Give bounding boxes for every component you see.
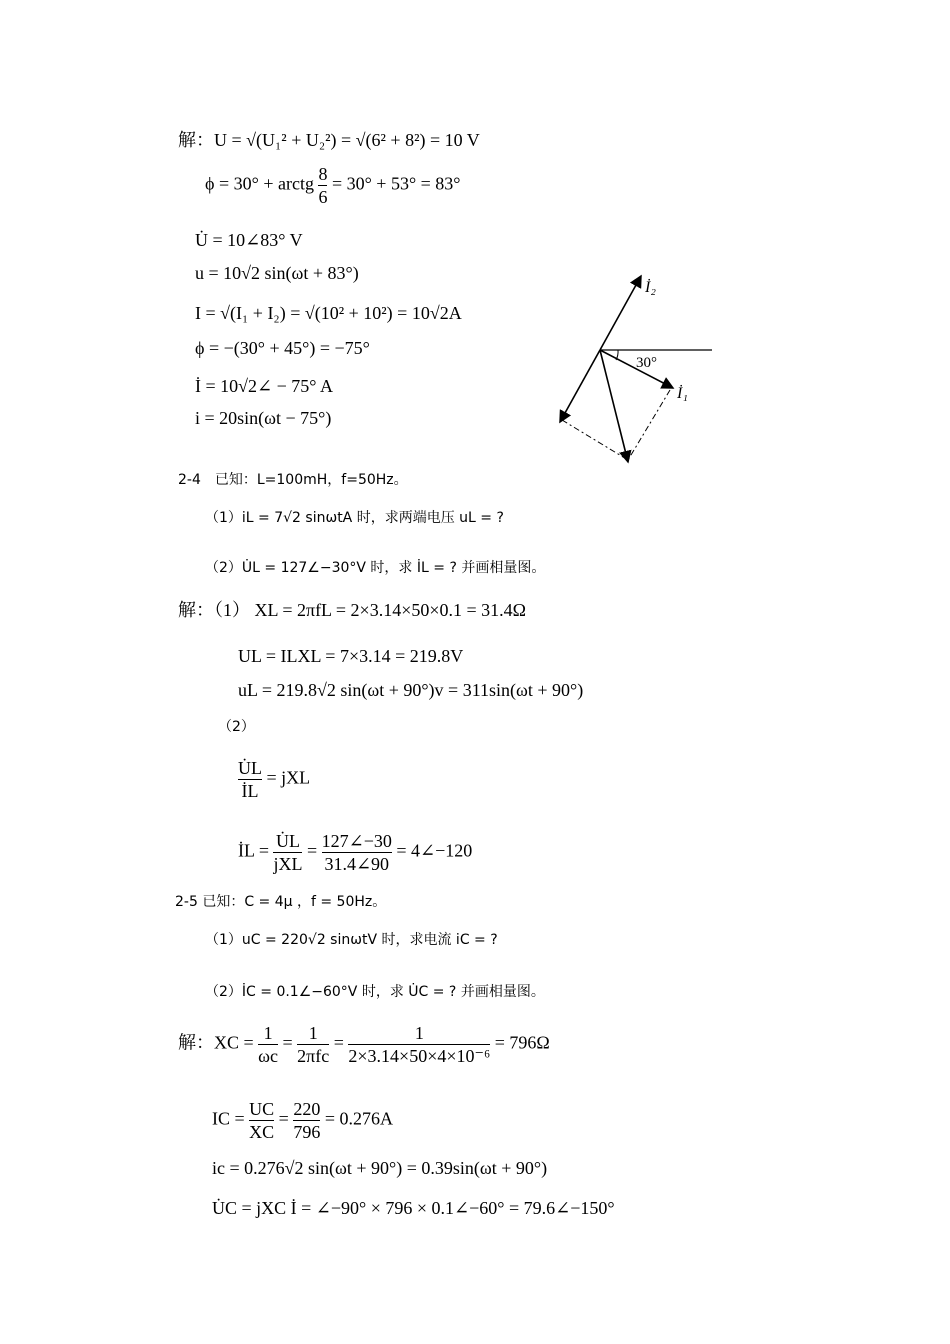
ratio-num: U̇L	[238, 758, 262, 778]
xc-frac-3-den: 2×3.14×50×4×10⁻⁶	[348, 1046, 491, 1066]
eq-phi-lead: ϕ = 30° + arctg	[205, 173, 314, 194]
ratio-rest: = jXL	[266, 767, 311, 788]
il-rest: = 4∠−120	[396, 840, 473, 861]
problem-2-4-q1: （1）iL = 7√2 sinωtA 时，求两端电压 uL = ?	[205, 510, 504, 526]
label-i2: İ₂	[645, 279, 656, 296]
problem-2-4-title: 2-4 已知：L=100mH，f=50Hz。	[178, 472, 408, 488]
phasor-i	[600, 350, 628, 462]
xc-frac-2	[297, 1022, 329, 1067]
solution-2-4-part2: （2）	[218, 719, 255, 735]
solution-2-4-ul-time: uL = 219.8√2 sin(ωt + 90°)v = 311sin(ωt + 90°)	[238, 680, 584, 700]
eq-u-magnitude: 解：U = √(U₁² + U₂²) = √(6² + 8²) = 10 V	[178, 130, 480, 150]
parallelogram-edge-2	[628, 390, 670, 460]
eq-i-time: i = 20sin(ωt − 75°)	[195, 408, 332, 428]
ic-frac-2-den: 796	[293, 1122, 321, 1142]
phasor-diagram	[540, 270, 720, 470]
xc-left: 解：XC =	[178, 1032, 254, 1053]
solution-2-4-ul: UL = ILXL = 7×3.14 = 219.8V	[238, 646, 464, 666]
eq-u-phasor: U̇ = 10∠83° V	[195, 230, 303, 250]
xc-frac-1-den: ωc	[258, 1046, 278, 1066]
solution-2-4-xl: 解：（1） XL = 2πfL = 2×3.14×50×0.1 = 31.4Ω	[178, 600, 527, 620]
ratio-den: İL	[238, 779, 262, 802]
problem-2-5-q1: （1）uC = 220√2 sinωtV 时，求电流 iC = ?	[205, 932, 498, 948]
il-frac-1	[273, 830, 302, 875]
phasor-neg-i2	[560, 350, 600, 422]
problem-2-5-title: 2-5 已知：C = 4μ ，f = 50Hz。	[175, 894, 387, 910]
eq-phi	[205, 163, 461, 208]
eq-phi-frac	[318, 163, 327, 208]
eq-phi-num: 8	[318, 164, 328, 184]
xc-frac-2-den: 2πfc	[297, 1046, 330, 1066]
eq-phi-den: 6	[318, 187, 328, 207]
ic-frac-1	[249, 1098, 274, 1143]
solution-2-4-il: İL = $\frac{U̇L}{\text{jXL}}$ = $\frac{127\angle-30}{31.4\angle 90}$ = 4∠−120	[238, 831, 473, 874]
problem-2-5-q2: （2）İC = 0.1∠−60°V 时，求 U̇C = ? 并画相量图。	[205, 984, 545, 1000]
ratio-frac	[238, 757, 262, 802]
ic-frac-2-num: 220	[293, 1099, 321, 1119]
solution-2-5-xc: 解：XC = $\frac{1}{\omega c}$ = $\frac{1}{\text{2πfc}}$ = $\frac{1}{\text{2×3.14×50×4×10⁻⁶}}$ = 796Ω	[178, 1023, 550, 1066]
eq-i-magnitude: I = √(I₁ + I₂) = √(10² + 10²) = 10√2A	[195, 303, 462, 323]
eq-i-phasor: İ = 10√2∠ − 75° A	[195, 376, 333, 396]
xc-frac-1-num: 1	[263, 1023, 273, 1043]
solution-2-5-uc: U̇C = jXC İ = ∠−90° × 796 × 0.1∠−60° = 79.6∠−150°	[212, 1198, 615, 1218]
il-frac-1-num: U̇L	[275, 831, 300, 851]
ic-frac-2	[293, 1098, 320, 1143]
xc-rest: = 796Ω	[494, 1032, 550, 1053]
xc-frac-3-num: 1	[414, 1023, 424, 1043]
il-frac-2	[322, 830, 392, 875]
solution-2-4-ratio	[238, 757, 310, 802]
label-i1: İ₁	[677, 385, 688, 402]
label-angle: 30°	[636, 355, 657, 371]
ic-rest: = 0.276A	[324, 1108, 393, 1129]
phasor-i2	[600, 276, 641, 350]
xc-frac-2-num: 1	[308, 1023, 318, 1043]
ic-frac-1-den: XC	[249, 1122, 275, 1142]
eq-i-phi: ϕ = −(30° + 45°) = −75°	[195, 338, 370, 358]
ic-frac-1-num: UC	[249, 1099, 275, 1119]
il-frac-2-num: 127∠−30	[321, 831, 392, 851]
ic-left: IC =	[212, 1108, 245, 1129]
solution-2-5-ic-time: ic = 0.276√2 sin(ωt + 90°) = 0.39sin(ωt + 90°)	[212, 1158, 548, 1178]
xc-frac-1	[258, 1022, 278, 1067]
il-frac-1-den: jXL	[273, 854, 303, 874]
eq-u-time: u = 10√2 sin(ωt + 83°)	[195, 263, 359, 283]
xc-frac-3	[348, 1022, 490, 1067]
problem-2-4-q2: （2）U̇L = 127∠−30°V 时，求 İL = ? 并画相量图。	[205, 560, 546, 576]
parallelogram-edge-1	[562, 420, 628, 460]
solution-2-5-ic: IC = $\frac{UC}{XC}$ = $\frac{220}{796}$ = 0.276A	[212, 1099, 393, 1142]
il-left: İL =	[238, 840, 269, 861]
phasor-diagram-svg	[540, 270, 720, 470]
il-frac-2-den: 31.4∠90	[322, 852, 392, 875]
eq-phi-rest: = 30° + 53° = 83°	[331, 173, 461, 194]
